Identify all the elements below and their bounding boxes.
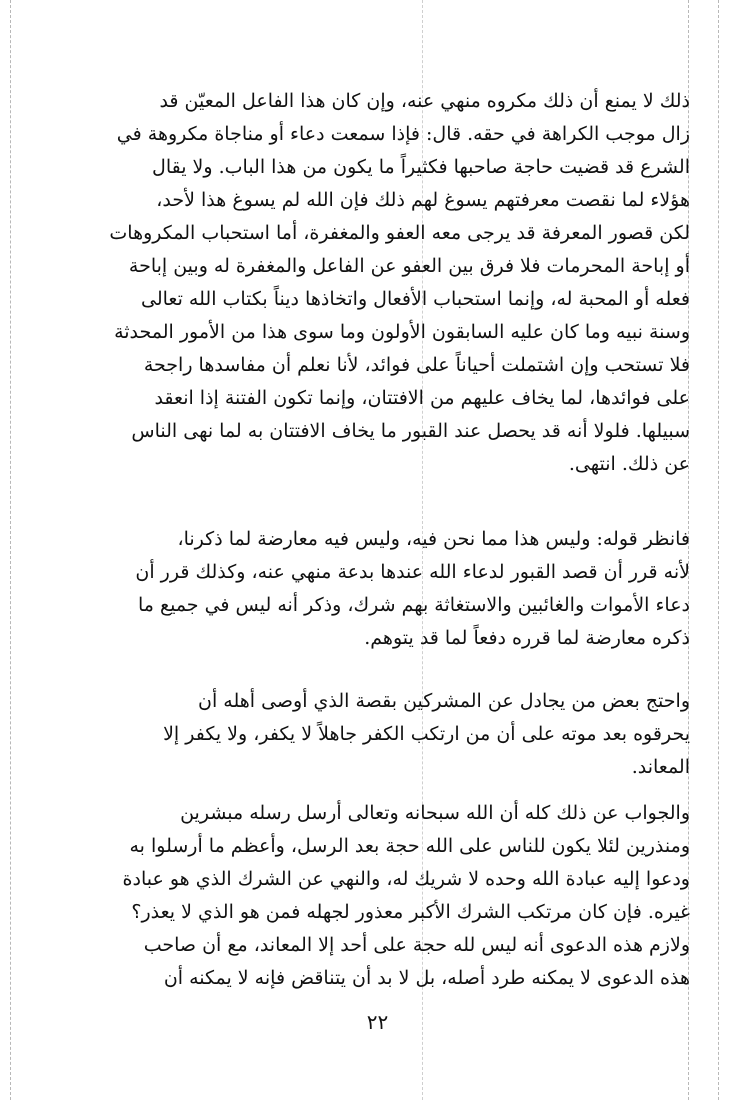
text-line: فعله أو المحبة له، وإنما استحباب الأفعال واتخاذها ديناً بكتاب الله تعالى bbox=[141, 288, 690, 310]
text-line: على فوائدها، لما يخاف عليهم من الافتتان، وإنما تكون الفتنة إذا انعقد bbox=[154, 387, 690, 409]
scan-fold-line bbox=[10, 0, 11, 1100]
text-line: ذلك لا يمنع أن ذلك مكروه منهي عنه، وإن كان هذا الفاعل المعيّن قد bbox=[159, 90, 690, 112]
text-line: فانظر قوله: وليس هذا مما نحن فيه، وليس فيه معارضة لما ذكرنا، bbox=[177, 528, 690, 550]
text-line: وسنة نبيه وما كان عليه السابقون الأولون وما سوى هذا من الأمور المحدثة bbox=[114, 321, 690, 343]
text-line: يحرقوه بعد موته على أن من ارتكب الكفر جاهلاً لا يكفر، ولا يكفر إلا bbox=[163, 723, 690, 745]
paragraph bbox=[70, 797, 690, 995]
text-line: والجواب عن ذلك كله أن الله سبحانه وتعالى أرسل رسله مبشرين bbox=[180, 802, 690, 824]
text-line: لأنه قرر أن قصد القبور لدعاء الله عندها بدعة منهي عنه، وكذلك قرر أن bbox=[135, 561, 690, 583]
text-line: واحتج بعض من يجادل عن المشركين بقصة الذي أوصى أهله أن bbox=[197, 690, 690, 712]
text-line: عن ذلك. انتهى. bbox=[568, 453, 690, 475]
paragraph bbox=[70, 685, 690, 784]
text-line: فلا تستحب وإن اشتملت أحياناً على فوائد، لأنا نعلم أن مفاسدها راجحة bbox=[143, 354, 690, 376]
text-line: زال موجب الكراهة في حقه. قال: فإذا سمعت دعاء أو مناجاة مكروهة في bbox=[116, 123, 690, 145]
text-line: غيره. فإن كان مرتكب الشرك الأكبر معذور لجهله فمن هو الذي لا يعذر؟ bbox=[131, 901, 690, 923]
text-line: الشرع قد قضيت حاجة صاحبها فكثيراً ما يكون من هذا الباب. ولا يقال bbox=[152, 156, 690, 178]
text-line: سبيلها. فلولا أنه قد يحصل عند القبور ما يخاف الافتتان به لما نهى الناس bbox=[131, 420, 690, 442]
text-line: ومنذرين لئلا يكون للناس على الله حجة بعد الرسل، وأعظم ما أرسلوا به bbox=[129, 835, 690, 857]
text-line: أو إباحة المحرمات فلا فرق بين العفو عن الفاعل والمغفرة له وبين إباحة bbox=[128, 255, 690, 277]
text-line: ولازم هذه الدعوى أنه ليس لله حجة على أحد إلا المعاند، مع أن صاحب bbox=[143, 934, 690, 956]
text-line: هذه الدعوى لا يمكنه طرد أصله، بل لا بد أن يتناقض فإنه لا يمكنه أن bbox=[163, 967, 690, 989]
paragraph bbox=[70, 523, 690, 655]
text-line: دعاء الأموات والغائبين والاستغاثة بهم شرك، وذكر أنه ليس في جميع ما bbox=[137, 594, 690, 616]
paragraph bbox=[70, 85, 690, 481]
text-line: هؤلاء لما نقصت معرفتهم يسوغ لهم ذلك فإن الله لم يسوغ هذا لأحد، bbox=[156, 189, 690, 211]
scan-fold-line bbox=[718, 0, 719, 1100]
text-line: لكن قصور المعرفة قد يرجى معه العفو والمغفرة، أما استحباب المكروهات bbox=[109, 222, 690, 244]
text-line: ذكره معارضة لما قرره دفعاً لما قد يتوهم. bbox=[364, 627, 690, 649]
text-line: المعاند. bbox=[631, 756, 690, 778]
page-number: ٢٢ bbox=[366, 1010, 389, 1034]
text-line: ودعوا إليه عبادة الله وحده لا شريك له، والنهي عن الشرك الذي هو عبادة bbox=[122, 868, 690, 890]
